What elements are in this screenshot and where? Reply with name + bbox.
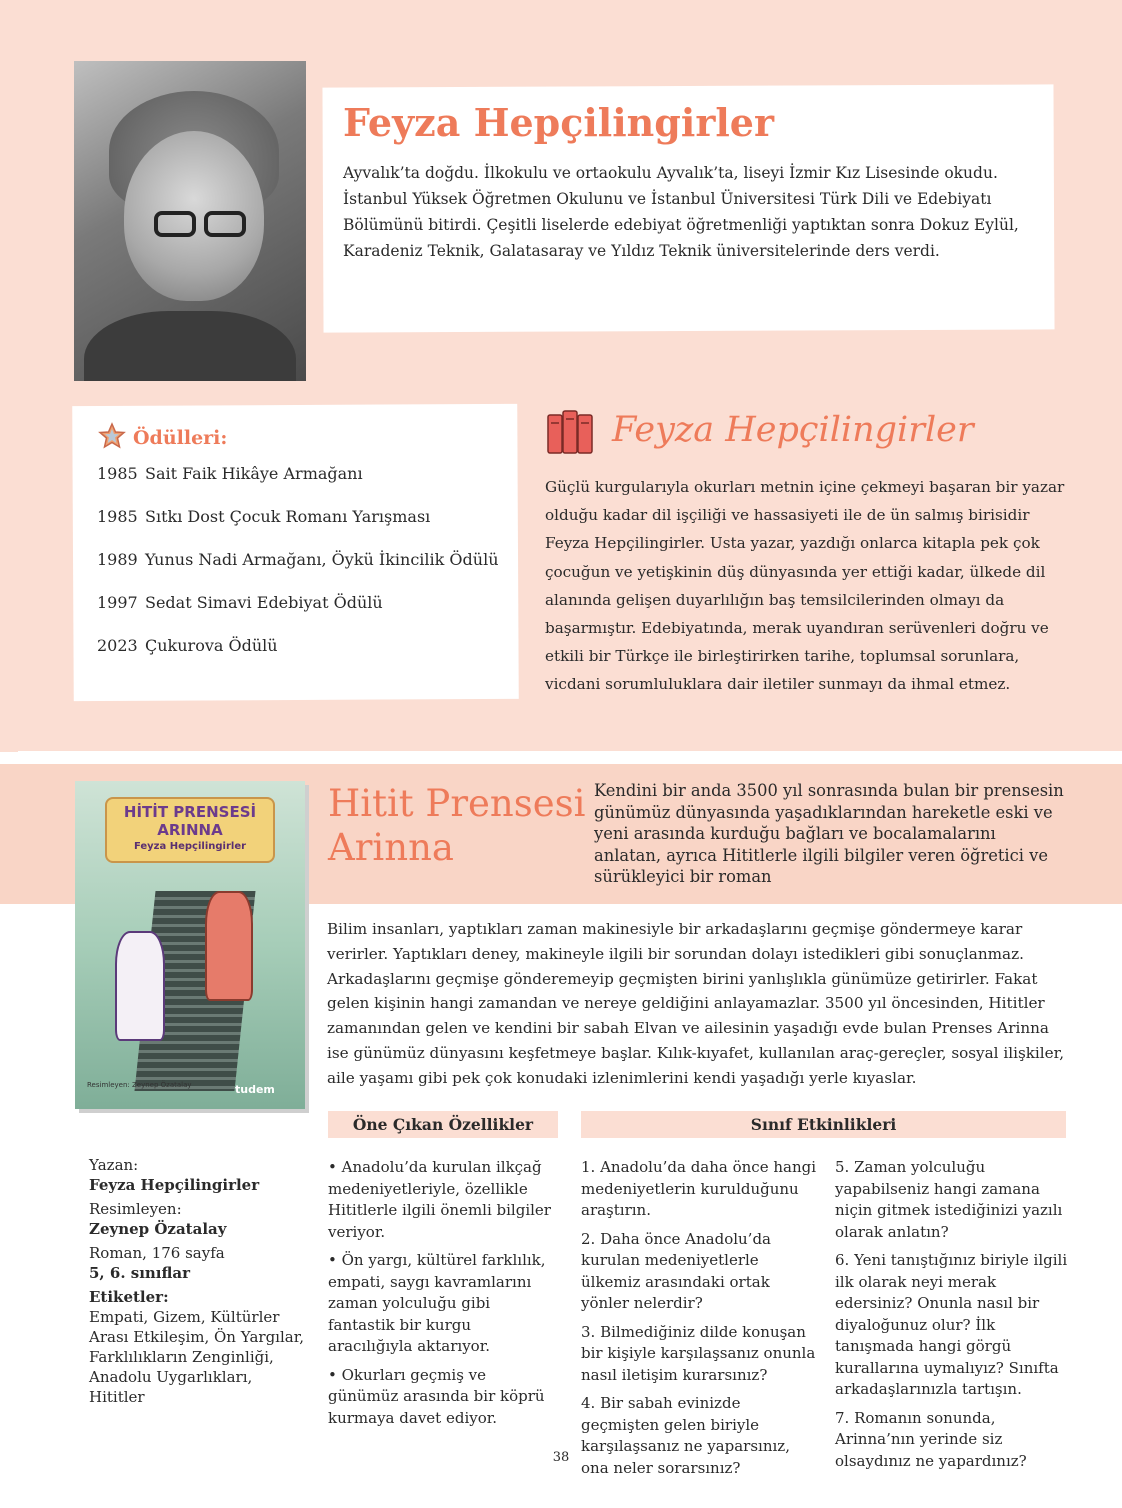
- awards-title: Ödülleri:: [133, 427, 228, 449]
- cover-figure: [205, 891, 253, 1001]
- book-title: Hitit Prensesi Arinna: [328, 782, 586, 869]
- cover-figure: [115, 931, 165, 1041]
- photo-glasses: [204, 211, 246, 237]
- activity-item: 1. Anadolu’da daha önce hangi medeniyetlerin kurulduğunu araştırın.: [581, 1158, 817, 1219]
- award-item: [97, 464, 363, 483]
- book-cover: [75, 781, 305, 1109]
- award-item: [97, 550, 499, 569]
- activities-list-right: [835, 1157, 1070, 1479]
- author-name: Feyza Hepçilingirler: [343, 100, 774, 145]
- award-name: Yunus Nadi Armağanı, Öykü İkincilik Ödülü: [145, 550, 499, 569]
- photo-glasses: [154, 211, 196, 237]
- award-year: 1997: [97, 593, 138, 612]
- separator-line: [18, 757, 1122, 759]
- award-name: Çukurova Ödülü: [145, 636, 278, 655]
- tags: Empati, Gizem, Kültürler Arası Etkileşim, Ön Yargılar, Farklılıkların Zenginliği, Anadolu Uygarlıkları, Hititler: [89, 1308, 305, 1406]
- feature-item: • Ön yargı, kültürel farklılık, empati, saygı kavramlarını zaman yolculuğu gibi fantastik bir kurgu aracılığıyla aktarıyor.: [328, 1251, 546, 1355]
- author-section-text: Güçlü kurgularıyla okurları metnin içine çekmeyi başaran bir yazar olduğu kadar dil işçiliği ve hassasiyeti ile de ün salmış birisidir Feyza Hepçilingirler. Usta yazar, yazdığı onlarca kitapla pek çok çocuğun ve yetişkinin düş dünyasında yer ettiği kadar, ülkede dil alanında gelişen duyarlılığın baş temsilcilerinden olmayı da başarmıştır. Edebiyatında, merak uyandıran serüvenleri doğru ve etkili bir Türkçe ile birleştirirken tarihe, toplumsal sorunlara, vicdani sorumluluklara dair iletiler sunmayı da ihmal etmez.: [545, 478, 1065, 694]
- award-year: 1989: [97, 550, 138, 569]
- cover-illustrator-credit: Resimleyen: Zeynep Özatalay: [87, 1081, 192, 1089]
- illustrator-name: Zeynep Özatalay: [89, 1220, 227, 1238]
- photo-body: [84, 311, 296, 381]
- feature-item: • Okurları geçmiş ve günümüz arasında bir köprü kurmaya davet ediyor.: [328, 1365, 545, 1427]
- cover-title-line2: ARINNA: [157, 821, 223, 839]
- award-item: [97, 507, 430, 526]
- award-item: [97, 593, 383, 612]
- author-photo: [74, 61, 306, 381]
- cover-publisher: tudem: [235, 1083, 275, 1096]
- illustrator-label: Resimleyen:: [89, 1200, 182, 1218]
- activity-item: 7. Romanın sonunda, Arinna’nın yerinde siz olsaydınız ne yapardınız?: [835, 1408, 1027, 1470]
- author-label: Yazan:: [89, 1156, 139, 1174]
- award-year: 1985: [97, 464, 138, 483]
- activity-item: 4. Bir sabah evinizde geçmişten gelen biriyle karşılaşsanız ne yaparsınız, ona neler sorarsınız?: [581, 1394, 790, 1477]
- award-year: 2023: [97, 636, 138, 655]
- activity-item: 6. Yeni tanıştığınız biriyle ilgili ilk olarak neyi merak edersiniz? Onunla nasıl bir diyaloğunuz olur? İlk tanışmada hangi görgü kurallarına uymalıyız? Sınıfta arkadaşlarınızla tartışın.: [835, 1251, 1068, 1398]
- book-meta: [89, 1155, 309, 1407]
- star-icon: [98, 422, 126, 450]
- meta-author-name: Feyza Hepçilingirler: [89, 1176, 260, 1194]
- author-bio: Ayvalık’ta doğdu. İlkokulu ve ortaokulu Ayvalık’ta, liseyi İzmir Kız Lisesinde okudu. İstanbul Yüksek Öğretmen Okulunu ve İstanbul Üniversitesi Türk Dili ve Edebiyatı Bölümünü bitirdi. Çeşitli liselerde edebiyat öğretmenliği yaptıktan sonra Dokuz Eylül, Karadeniz Teknik, Galatasaray ve Yıldız Teknik üniversitelerinde ders verdi.: [343, 164, 1019, 260]
- activity-item: 3. Bilmediğiniz dilde konuşan bir kişiyle karşılaşsanız onunla nasıl iletişim kurarsınız?: [581, 1322, 816, 1384]
- features-list: [328, 1157, 560, 1436]
- features-header: Öne Çıkan Özellikler: [328, 1111, 558, 1138]
- grades: 5, 6. sınıflar: [89, 1264, 191, 1282]
- feature-item: • Anadolu’da kurulan ilkçağ medeniyetleriyle, özellikle Hititlerle ilgili önemli bilgiler veriyor.: [328, 1158, 551, 1241]
- cover-author: Feyza Hepçilingirler: [133, 841, 247, 852]
- activity-item: 2. Daha önce Anadolu’da kurulan medeniyetlerle ülkemiz arasındaki ortak yönler nelerdir?: [581, 1229, 771, 1312]
- award-name: Sedat Simavi Edebiyat Ödülü: [145, 593, 383, 612]
- activity-item: 5. Zaman yolculuğu yapabilseniz hangi zamana niçin gitmek istediğinizi yazılı olarak anlatın?: [835, 1158, 1063, 1241]
- genre-pages: Roman, 176 sayfa: [89, 1244, 225, 1262]
- award-item: [97, 636, 278, 655]
- award-name: Sait Faik Hikâye Armağanı: [145, 464, 363, 483]
- book-summary: Kendini bir anda 3500 yıl sonrasında bulan bir prensesin günümüz dünyasında yaşadıklarından hareketle eski ve yeni arasında kurduğu bağları ve bocalamalarını anlatan, ayrıca Hititlerle ilgili bilgiler veren öğretici ve sürükleyici bir roman: [594, 781, 1064, 886]
- activities-header: Sınıf Etkinlikleri: [581, 1111, 1066, 1138]
- award-year: 1985: [97, 507, 138, 526]
- book-body: Bilim insanları, yaptıkları zaman makinesiyle bir arkadaşlarını geçmişe göndermeye karar verirler. Yaptıkları deney, makineyle ilgili bir sorundan dolayı istedikleri gibi sonuçlanmaz. Arkadaşlarını geçmişe gönderemeyip geçmişten birini yanlışlıkla günümüze getirirler. Fakat gelen kişinin hangi zamandan ve nereye geldiğini anlayamazlar. 3500 yıl öncesinden, Hititler zamanından gelen ve kendini bir sabah Elvan ve ailesinin yaşadığı evde bulan Prenses Arinna ise günümüz dünyasını keşfetmeye başlar. Kılık-kıyafet, kullanılan araç-gereçler, sosyal ilişkiler, aile yaşamı gibi pek çok konudaki izlenimlerini kendi yaşadığı yerle kıyaslar.: [327, 920, 1065, 1087]
- activities-list-left: [581, 1157, 821, 1486]
- books-icon: [545, 405, 597, 457]
- cover-title-line1: HİTİT PRENSESİ: [123, 803, 257, 821]
- author-section-title: Feyza Hepçilingirler: [612, 410, 974, 450]
- tags-label: Etiketler:: [89, 1288, 169, 1306]
- award-name: Sıtkı Dost Çocuk Romanı Yarışması: [145, 507, 431, 526]
- separator-line: [18, 751, 1122, 754]
- page-number: 38: [552, 1450, 570, 1465]
